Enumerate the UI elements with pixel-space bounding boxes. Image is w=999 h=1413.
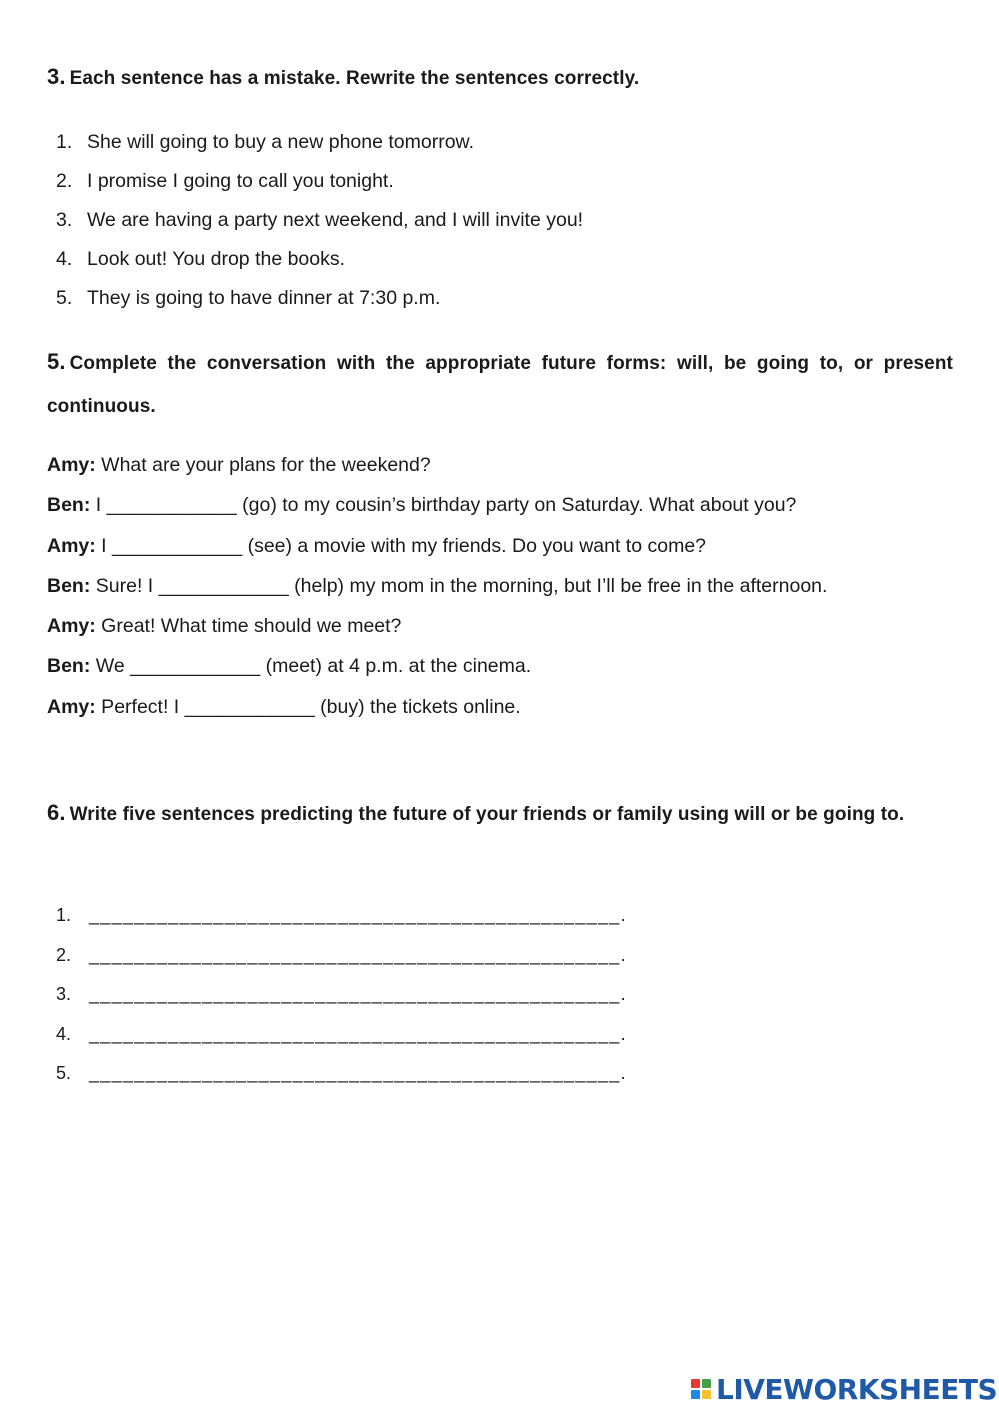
answer-line-3[interactable]: 3. _______________________________________________. bbox=[56, 984, 627, 1005]
section-6-number: 6. bbox=[47, 800, 66, 825]
speaker: Amy: bbox=[47, 695, 96, 718]
answer-line-5[interactable]: 5. _______________________________________________. bbox=[56, 1063, 627, 1084]
logo-blocks-icon bbox=[691, 1379, 711, 1399]
section-3-number: 3. bbox=[47, 64, 66, 89]
answer-line-4[interactable]: 4. _______________________________________________. bbox=[56, 1023, 627, 1044]
logo-block bbox=[691, 1390, 700, 1399]
list-item: 4. Look out! You drop the books. bbox=[56, 248, 346, 270]
answer-lines bbox=[47, 896, 953, 1094]
logo-block bbox=[691, 1379, 700, 1388]
section-5-title: Complete the conversation with the appropriate future forms: will, be going to, or present continuous. bbox=[47, 353, 953, 417]
dialog-line: Ben: We ____________ (meet) at 4 p.m. at the cinema. bbox=[47, 655, 532, 678]
conversation bbox=[47, 445, 953, 727]
answer-line-2[interactable]: 2. _______________________________________________. bbox=[56, 944, 627, 965]
dialog-line: Amy: What are your plans for the weekend? bbox=[47, 454, 431, 476]
liveworksheets-logo bbox=[691, 1370, 997, 1408]
speaker: Amy: bbox=[47, 454, 96, 476]
dialog-line: Amy: I ____________ (see) a movie with my friends. Do you want to come? bbox=[47, 534, 707, 557]
section-3-title: Each sentence has a mistake. Rewrite the sentences correctly. bbox=[69, 68, 640, 89]
list-item: 1. She will going to buy a new phone tomorrow. bbox=[56, 131, 474, 153]
logo-text: LIVEWORKSHEETS bbox=[716, 1372, 998, 1406]
list-item: 5. They is going to have dinner at 7:30 p.m. bbox=[56, 287, 441, 309]
dialog-line: Amy: Great! What time should we meet? bbox=[47, 615, 402, 638]
list-item: 2. I promise I going to call you tonight. bbox=[56, 170, 394, 192]
speaker: Ben: bbox=[47, 494, 91, 517]
dialog-line: Ben: I ____________ (go) to my cousin’s birthday party on Saturday. What about you? bbox=[47, 494, 797, 517]
speaker: Amy: bbox=[47, 615, 96, 638]
section-5-heading bbox=[47, 340, 953, 428]
section-6-heading bbox=[47, 791, 953, 836]
logo-block bbox=[702, 1390, 711, 1399]
logo-block bbox=[702, 1379, 711, 1388]
dialog-line: Ben: Sure! I ____________ (help) my mom in the morning, but I’ll be free in the afternoon. bbox=[47, 574, 828, 597]
list-item: 3. We are having a party next weekend, and I will invite you! bbox=[56, 209, 584, 231]
section-3-list bbox=[47, 123, 953, 318]
speaker: Ben: bbox=[47, 655, 91, 678]
speaker: Amy: bbox=[47, 534, 96, 557]
dialog-line: Amy: Perfect! I ____________ (buy) the tickets online. bbox=[47, 695, 521, 718]
section-6-title: Write five sentences predicting the future of your friends or family using will or be going to. bbox=[69, 804, 905, 825]
section-5-number: 5. bbox=[47, 349, 66, 374]
section-3-heading bbox=[47, 64, 639, 90]
speaker: Ben: bbox=[47, 574, 91, 597]
answer-line-1[interactable]: 1. _______________________________________________. bbox=[56, 905, 627, 926]
